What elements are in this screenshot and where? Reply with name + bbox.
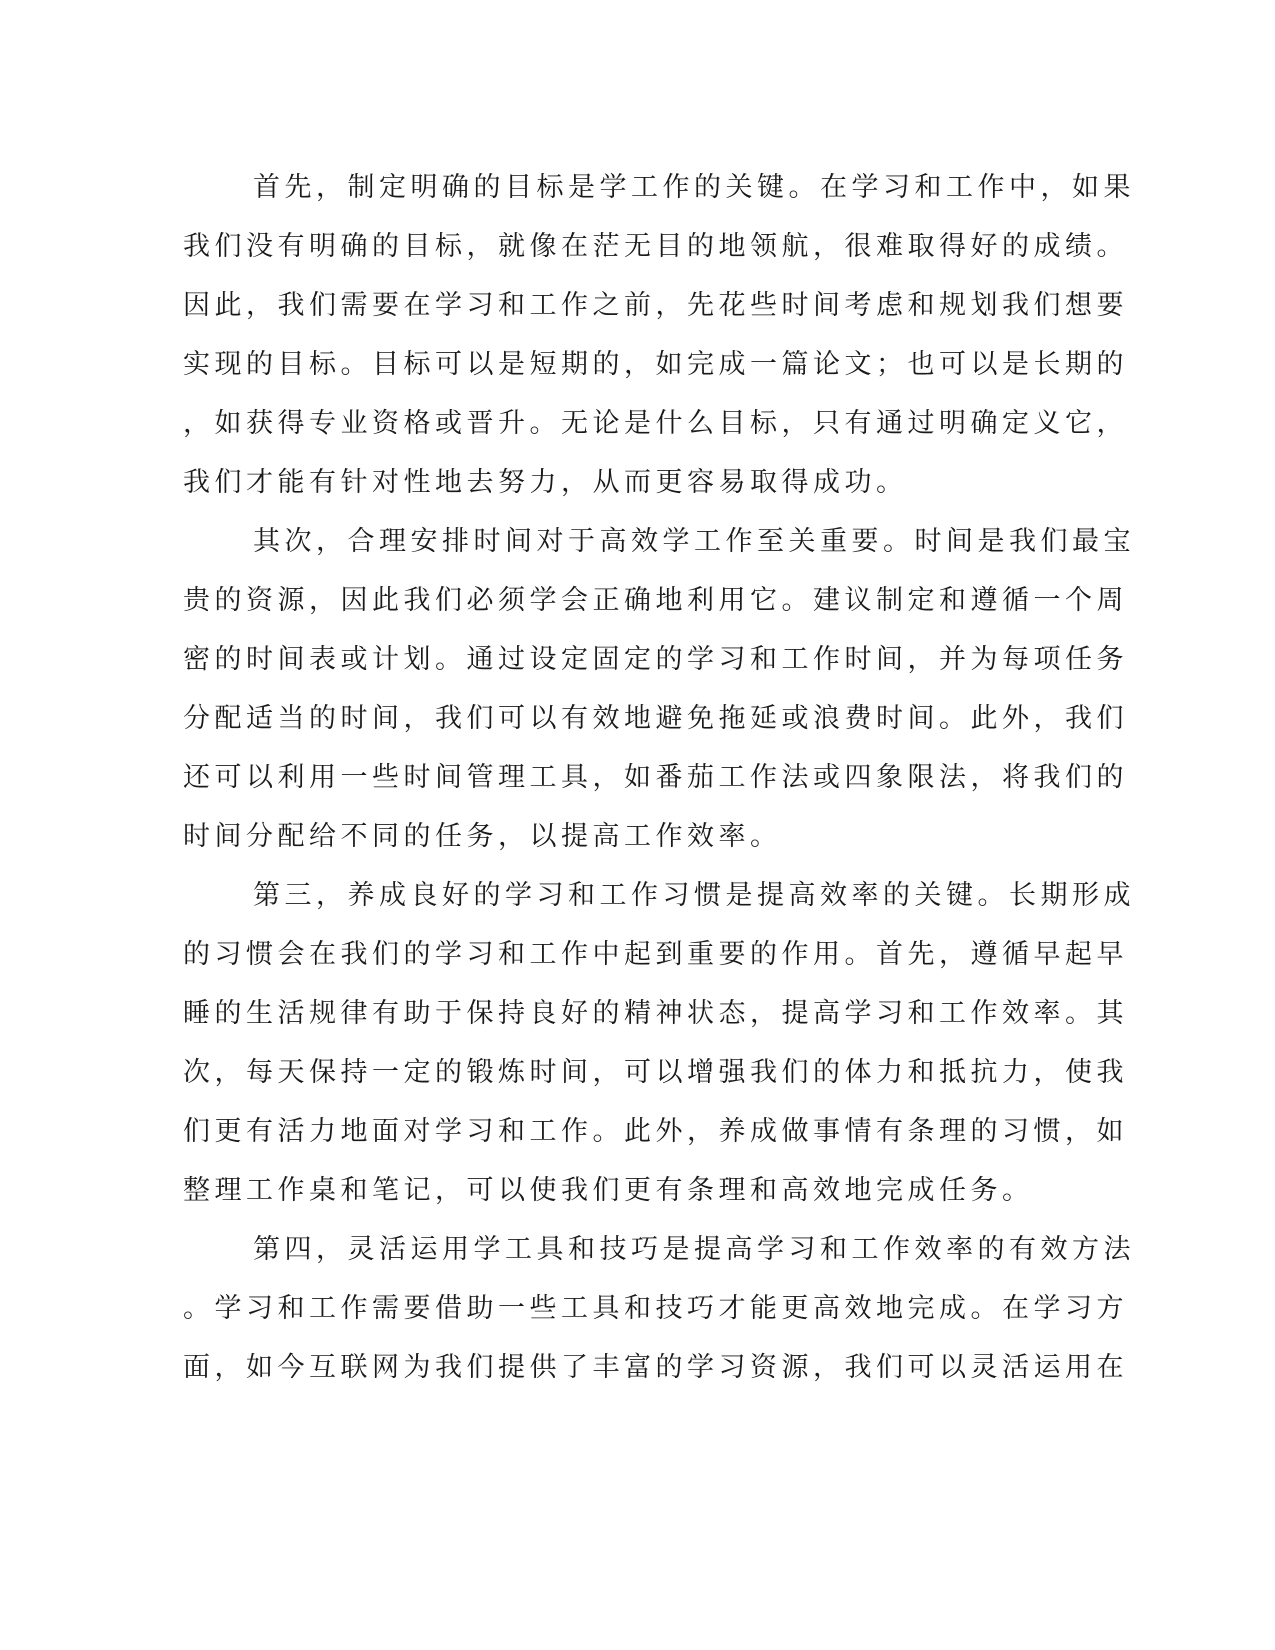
document-body	[183, 158, 1135, 1397]
paragraph-time	[183, 512, 1135, 866]
text-line: 睡的生活规律有助于保持良好的精神状态，提高学习和工作效率。其	[183, 998, 1128, 1029]
text-line: 分配适当的时间，我们可以有效地避免拖延或浪费时间。此外，我们	[183, 703, 1128, 734]
text-line: 还可以利用一些时间管理工具，如番茄工作法或四象限法，将我们的	[183, 762, 1128, 793]
paragraph-goals	[183, 158, 1135, 512]
text-line: 面，如今互联网为我们提供了丰富的学习资源，我们可以灵活运用在	[183, 1352, 1128, 1383]
text-line: 们更有活力地面对学习和工作。此外，养成做事情有条理的习惯，如	[183, 1116, 1128, 1147]
text-line: 因此，我们需要在学习和工作之前，先花些时间考虑和规划我们想要	[183, 290, 1128, 321]
text-line: 首先，制定明确的目标是学工作的关键。在学习和工作中，如果	[253, 172, 1135, 203]
text-line: 。学习和工作需要借助一些工具和技巧才能更高效地完成。在学习方	[183, 1293, 1128, 1324]
text-line: 其次，合理安排时间对于高效学工作至关重要。时间是我们最宝	[253, 526, 1135, 557]
text-line: 我们才能有针对性地去努力，从而更容易取得成功。	[183, 467, 908, 498]
text-line: ，如获得专业资格或晋升。无论是什么目标，只有通过明确定义它，	[183, 408, 1128, 439]
text-line: 第三，养成良好的学习和工作习惯是提高效率的关键。长期形成	[253, 880, 1135, 911]
text-line: 第四，灵活运用学工具和技巧是提高学习和工作效率的有效方法	[253, 1234, 1135, 1265]
paragraph-tools	[183, 1220, 1135, 1397]
text-line: 密的时间表或计划。通过设定固定的学习和工作时间，并为每项任务	[183, 644, 1128, 675]
text-line: 的习惯会在我们的学习和工作中起到重要的作用。首先，遵循早起早	[183, 939, 1128, 970]
text-line: 贵的资源，因此我们必须学会正确地利用它。建议制定和遵循一个周	[183, 585, 1128, 616]
text-line: 实现的目标。目标可以是短期的，如完成一篇论文；也可以是长期的	[183, 349, 1128, 380]
text-line: 我们没有明确的目标，就像在茫无目的地领航，很难取得好的成绩。	[183, 231, 1128, 262]
paragraph-habits	[183, 866, 1135, 1220]
text-line: 次，每天保持一定的锻炼时间，可以增强我们的体力和抵抗力，使我	[183, 1057, 1128, 1088]
text-line: 时间分配给不同的任务，以提高工作效率。	[183, 821, 782, 852]
text-line: 整理工作桌和笔记，可以使我们更有条理和高效地完成任务。	[183, 1175, 1034, 1206]
